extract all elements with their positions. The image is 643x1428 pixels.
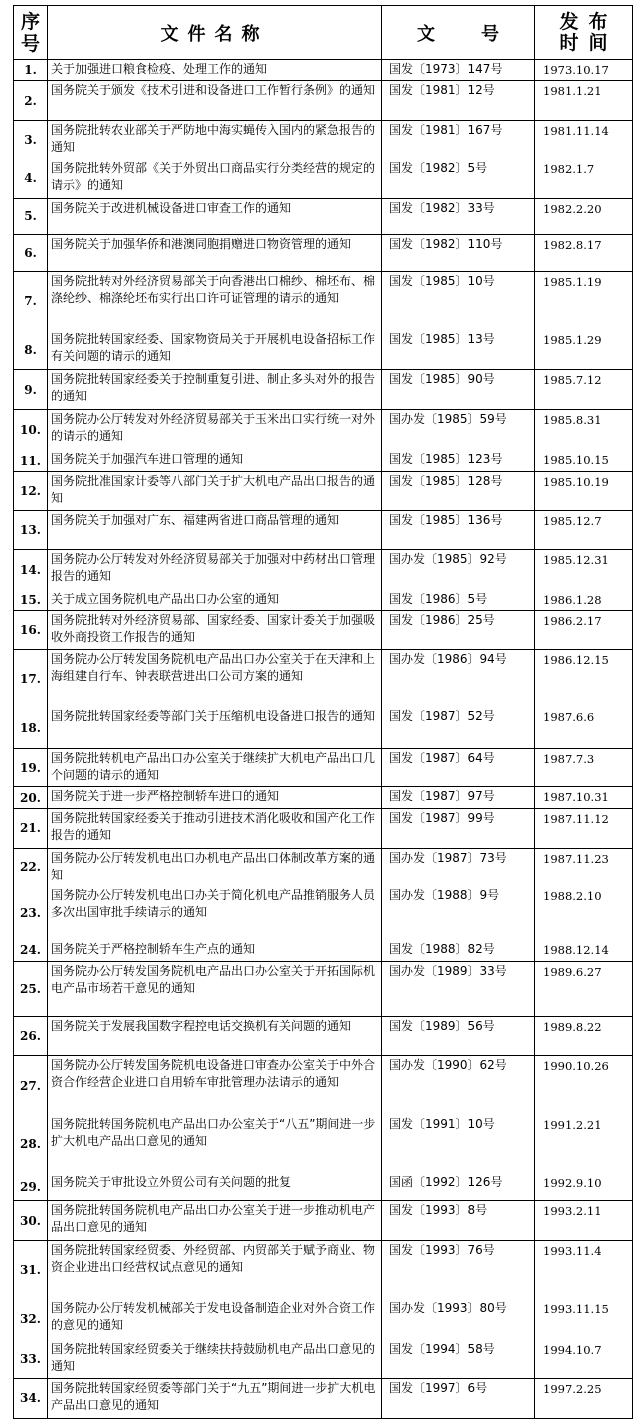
header-serial-line1: 序 — [20, 10, 40, 33]
row-document-number: 国发〔1982〕33号 — [382, 198, 535, 235]
table-row — [14, 886, 633, 940]
header-serial-number — [14, 6, 48, 60]
table-row — [14, 1016, 633, 1056]
row-issue-date: 1993.2.11 — [535, 1201, 633, 1241]
row-file-name: 国务院办公厅转发机电出口办机电产品出口体制改革方案的通知 — [48, 848, 382, 886]
row-serial-number: 29. — [14, 1173, 48, 1201]
header-document-number-a: 文 — [417, 23, 435, 45]
row-document-number: 国办发〔1990〕62号 — [382, 1056, 535, 1115]
row-file-name: 国务院批转农业部关于严防地中海实蝇传入国内的紧急报告的通知 — [48, 121, 382, 160]
row-serial-number: 16. — [14, 611, 48, 650]
row-document-number: 国发〔1997〕6号 — [382, 1378, 535, 1418]
row-file-name: 国务院批准国家计委等八部门关于扩大机电产品出口报告的通知 — [48, 472, 382, 511]
row-issue-date: 1981.11.14 — [535, 121, 633, 160]
row-issue-date: 1973.10.17 — [535, 60, 633, 81]
row-serial-number: 19. — [14, 748, 48, 787]
table-row — [14, 961, 633, 1016]
row-serial-number: 1. — [14, 60, 48, 81]
header-issue-date — [535, 6, 633, 60]
row-serial-number: 20. — [14, 787, 48, 808]
table-row — [14, 611, 633, 650]
row-issue-date: 1990.10.26 — [535, 1056, 633, 1115]
row-serial-number: 34. — [14, 1378, 48, 1418]
row-serial-number: 11. — [14, 450, 48, 471]
row-serial-number: 15. — [14, 590, 48, 611]
row-document-number: 国发〔1981〕12号 — [382, 81, 535, 121]
row-document-number: 国发〔1991〕10号 — [382, 1115, 535, 1173]
table-row — [14, 81, 633, 121]
row-serial-number: 12. — [14, 472, 48, 511]
row-document-number: 国发〔1981〕167号 — [382, 121, 535, 160]
row-file-name: 国务院批转国家经贸委关于继续扶持鼓励机电产品出口意见的通知 — [48, 1340, 382, 1378]
table-row — [14, 410, 633, 451]
row-serial-number: 14. — [14, 549, 48, 590]
file-list-table — [13, 5, 633, 1419]
row-document-number: 国发〔1985〕136号 — [382, 510, 535, 549]
table-header-row — [14, 6, 633, 60]
row-file-name: 国务院关于发展我国数字程控电话交换机有关问题的通知 — [48, 1016, 382, 1056]
row-document-number: 国发〔1985〕90号 — [382, 370, 535, 410]
row-issue-date: 1986.2.17 — [535, 611, 633, 650]
row-serial-number: 27. — [14, 1056, 48, 1115]
row-serial-number: 28. — [14, 1115, 48, 1173]
row-serial-number: 7. — [14, 271, 48, 330]
row-issue-date: 1997.2.25 — [535, 1378, 633, 1418]
row-file-name: 国务院批转国家经贸委等部门关于“九五”期间进一步扩大机电产品出口意见的通知 — [48, 1378, 382, 1418]
table-row — [14, 121, 633, 160]
table-row — [14, 1378, 633, 1418]
row-issue-date: 1986.1.28 — [535, 590, 633, 611]
row-file-name: 国务院办公厅转发机械部关于发电设备制造企业对外合资工作的意见的通知 — [48, 1299, 382, 1341]
row-file-name: 国务院关于进一步严格控制轿车进口的通知 — [48, 787, 382, 808]
row-file-name: 关于加强进口粮食检疫、处理工作的通知 — [48, 60, 382, 81]
row-document-number: 国发〔1987〕64号 — [382, 748, 535, 787]
row-file-name: 国务院关于严格控制轿车生产点的通知 — [48, 940, 382, 961]
row-serial-number: 3. — [14, 121, 48, 160]
row-issue-date: 1989.6.27 — [535, 961, 633, 1016]
table-row — [14, 649, 633, 707]
row-document-number: 国发〔1987〕99号 — [382, 808, 535, 848]
row-file-name: 国务院办公厅转发机电出口办关于简化机电产品推销服务人员多次出国审批手续请示的通知 — [48, 886, 382, 940]
row-serial-number: 4. — [14, 159, 48, 198]
row-document-number: 国发〔1986〕5号 — [382, 590, 535, 611]
row-serial-number: 26. — [14, 1016, 48, 1056]
table-row — [14, 940, 633, 961]
row-document-number: 国办发〔1989〕33号 — [382, 961, 535, 1016]
row-document-number: 国发〔1987〕52号 — [382, 707, 535, 748]
row-file-name: 国务院批转国家经委等部门关于压缩机电设备进口报告的通知 — [48, 707, 382, 748]
row-issue-date: 1987.6.6 — [535, 707, 633, 748]
row-issue-date: 1985.12.7 — [535, 510, 633, 549]
table-row — [14, 370, 633, 410]
header-document-number-b: 号 — [481, 23, 499, 45]
row-issue-date: 1986.12.15 — [535, 649, 633, 707]
row-file-name: 国务院办公厅转发对外经济贸易部关于玉米出口实行统一对外的请示的通知 — [48, 410, 382, 451]
row-document-number: 国发〔1993〕8号 — [382, 1201, 535, 1241]
row-issue-date: 1982.2.20 — [535, 198, 633, 235]
row-issue-date: 1981.1.21 — [535, 81, 633, 121]
row-serial-number: 8. — [14, 330, 48, 370]
row-file-name: 国务院关于加强汽车进口管理的通知 — [48, 450, 382, 471]
row-file-name: 国务院批转对外经济贸易部、国家经委、国家计委关于加强吸收外商投资工作报告的通知 — [48, 611, 382, 650]
row-file-name: 国务院关于改进机械设备进口审查工作的通知 — [48, 198, 382, 235]
row-document-number: 国发〔1993〕76号 — [382, 1241, 535, 1299]
row-file-name: 国务院批转外贸部《关于外贸出口商品实行分类经营的规定的请示》的通知 — [48, 159, 382, 198]
row-file-name: 国务院批转对外经济贸易部关于向香港出口棉纱、棉坯布、棉涤纶纱、棉涤纶坯布实行出口许可证管理的请示的通知 — [48, 271, 382, 330]
table-row — [14, 787, 633, 808]
row-file-name: 国务院办公厅转发国务院机电设备进口审查办公室关于中外合资合作经营企业进口自用轿车审批管理办法请示的通知 — [48, 1056, 382, 1115]
row-document-number: 国发〔1987〕97号 — [382, 787, 535, 808]
row-document-number: 国发〔1985〕10号 — [382, 271, 535, 330]
row-file-name: 关于成立国务院机电产品出口办公室的通知 — [48, 590, 382, 611]
row-serial-number: 17. — [14, 649, 48, 707]
row-issue-date: 1982.8.17 — [535, 235, 633, 272]
row-file-name: 国务院办公厅转发国务院机电产品出口办公室关于在天津和上海组建自行车、钟表联营进出口公司方案的通知 — [48, 649, 382, 707]
table-body — [14, 60, 633, 1419]
row-serial-number: 21. — [14, 808, 48, 848]
row-issue-date: 1985.1.19 — [535, 271, 633, 330]
row-serial-number: 10. — [14, 410, 48, 451]
row-file-name: 国务院办公厅转发国务院机电产品出口办公室关于开拓国际机电产品市场若干意见的通知 — [48, 961, 382, 1016]
table-row — [14, 1299, 633, 1341]
row-serial-number: 30. — [14, 1201, 48, 1241]
row-issue-date: 1985.1.29 — [535, 330, 633, 370]
row-document-number: 国办发〔1985〕59号 — [382, 410, 535, 451]
row-serial-number: 22. — [14, 848, 48, 886]
row-serial-number: 23. — [14, 886, 48, 940]
table-row — [14, 1201, 633, 1241]
table-row — [14, 1241, 633, 1299]
row-file-name: 国务院批转机电产品出口办公室关于继续扩大机电产品出口几个问题的请示的通知 — [48, 748, 382, 787]
row-document-number: 国发〔1982〕110号 — [382, 235, 535, 272]
row-file-name: 国务院办公厅转发对外经济贸易部关于加强对中药材出口管理报告的通知 — [48, 549, 382, 590]
table-row — [14, 510, 633, 549]
row-serial-number: 25. — [14, 961, 48, 1016]
row-serial-number: 2. — [14, 81, 48, 121]
table-row — [14, 1115, 633, 1173]
row-document-number: 国函〔1992〕126号 — [382, 1173, 535, 1201]
document-page — [13, 5, 632, 1419]
row-issue-date: 1985.10.15 — [535, 450, 633, 471]
row-file-name: 国务院批转国务院机电产品出口办公室关于进一步推动机电产品出口意见的通知 — [48, 1201, 382, 1241]
row-issue-date: 1985.12.31 — [535, 549, 633, 590]
row-issue-date: 1988.12.14 — [535, 940, 633, 961]
row-document-number: 国发〔1973〕147号 — [382, 60, 535, 81]
table-row — [14, 235, 633, 272]
row-serial-number: 33. — [14, 1340, 48, 1378]
row-document-number: 国办发〔1987〕73号 — [382, 848, 535, 886]
table-row — [14, 198, 633, 235]
row-file-name: 国务院关于加强对广东、福建两省进口商品管理的通知 — [48, 510, 382, 549]
row-document-number: 国发〔1986〕25号 — [382, 611, 535, 650]
header-date-line1: 发布 — [559, 10, 618, 33]
row-issue-date: 1991.2.21 — [535, 1115, 633, 1173]
row-issue-date: 1988.2.10 — [535, 886, 633, 940]
row-issue-date: 1987.7.3 — [535, 748, 633, 787]
row-document-number: 国发〔1994〕58号 — [382, 1340, 535, 1378]
header-date-line2: 时间 — [559, 31, 618, 54]
row-document-number: 国办发〔1993〕80号 — [382, 1299, 535, 1341]
table-row — [14, 1173, 633, 1201]
row-file-name: 国务院关于颁发《技术引进和设备进口工作暂行条例》的通知 — [48, 81, 382, 121]
table-row — [14, 450, 633, 471]
row-document-number: 国办发〔1986〕94号 — [382, 649, 535, 707]
header-serial-line2: 号 — [20, 32, 40, 55]
table-row — [14, 1340, 633, 1378]
row-issue-date: 1992.9.10 — [535, 1173, 633, 1201]
row-issue-date: 1987.11.12 — [535, 808, 633, 848]
row-serial-number: 32. — [14, 1299, 48, 1341]
table-row — [14, 271, 633, 330]
table-row — [14, 707, 633, 748]
row-document-number: 国发〔1982〕5号 — [382, 159, 535, 198]
table-row — [14, 472, 633, 511]
row-serial-number: 13. — [14, 510, 48, 549]
row-file-name: 国务院批转国家经贸委、外经贸部、内贸部关于赋予商业、物资企业进出口经营权试点意见的通知 — [48, 1241, 382, 1299]
table-row — [14, 159, 633, 198]
row-serial-number: 24. — [14, 940, 48, 961]
table-row — [14, 590, 633, 611]
table-row — [14, 1056, 633, 1115]
row-file-name: 国务院批转国家经委关于控制重复引进、制止多头对外的报告的通知 — [48, 370, 382, 410]
row-issue-date: 1987.10.31 — [535, 787, 633, 808]
row-serial-number: 31. — [14, 1241, 48, 1299]
table-row — [14, 330, 633, 370]
row-document-number: 国发〔1985〕128号 — [382, 472, 535, 511]
row-serial-number: 5. — [14, 198, 48, 235]
row-file-name: 国务院关于审批设立外贸公司有关问题的批复 — [48, 1173, 382, 1201]
row-file-name: 国务院批转国家经委关于推动引进技术消化吸收和国产化工作报告的通知 — [48, 808, 382, 848]
row-serial-number: 18. — [14, 707, 48, 748]
row-document-number: 国发〔1985〕13号 — [382, 330, 535, 370]
row-issue-date: 1989.8.22 — [535, 1016, 633, 1056]
table-row — [14, 808, 633, 848]
row-issue-date: 1987.11.23 — [535, 848, 633, 886]
row-file-name: 国务院关于加强华侨和港澳同胞捐赠进口物资管理的通知 — [48, 235, 382, 272]
row-issue-date: 1994.10.7 — [535, 1340, 633, 1378]
header-document-number — [382, 6, 535, 60]
row-document-number: 国发〔1989〕56号 — [382, 1016, 535, 1056]
row-issue-date: 1982.1.7 — [535, 159, 633, 198]
table-row — [14, 549, 633, 590]
row-document-number: 国办发〔1985〕92号 — [382, 549, 535, 590]
row-issue-date: 1985.7.12 — [535, 370, 633, 410]
row-file-name: 国务院批转国家经委、国家物资局关于开展机电设备招标工作有关问题的请示的通知 — [48, 330, 382, 370]
table-row — [14, 748, 633, 787]
row-serial-number: 9. — [14, 370, 48, 410]
row-serial-number: 6. — [14, 235, 48, 272]
row-document-number: 国发〔1988〕82号 — [382, 940, 535, 961]
table-row — [14, 848, 633, 886]
row-issue-date: 1985.8.31 — [535, 410, 633, 451]
row-issue-date: 1993.11.15 — [535, 1299, 633, 1341]
row-document-number: 国办发〔1988〕9号 — [382, 886, 535, 940]
header-file-name: 文件名称 — [48, 6, 382, 60]
row-file-name: 国务院批转国务院机电产品出口办公室关于“八五”期间进一步扩大机电产品出口意见的通知 — [48, 1115, 382, 1173]
table-row — [14, 60, 633, 81]
row-document-number: 国发〔1985〕123号 — [382, 450, 535, 471]
row-issue-date: 1985.10.19 — [535, 472, 633, 511]
row-issue-date: 1993.11.4 — [535, 1241, 633, 1299]
